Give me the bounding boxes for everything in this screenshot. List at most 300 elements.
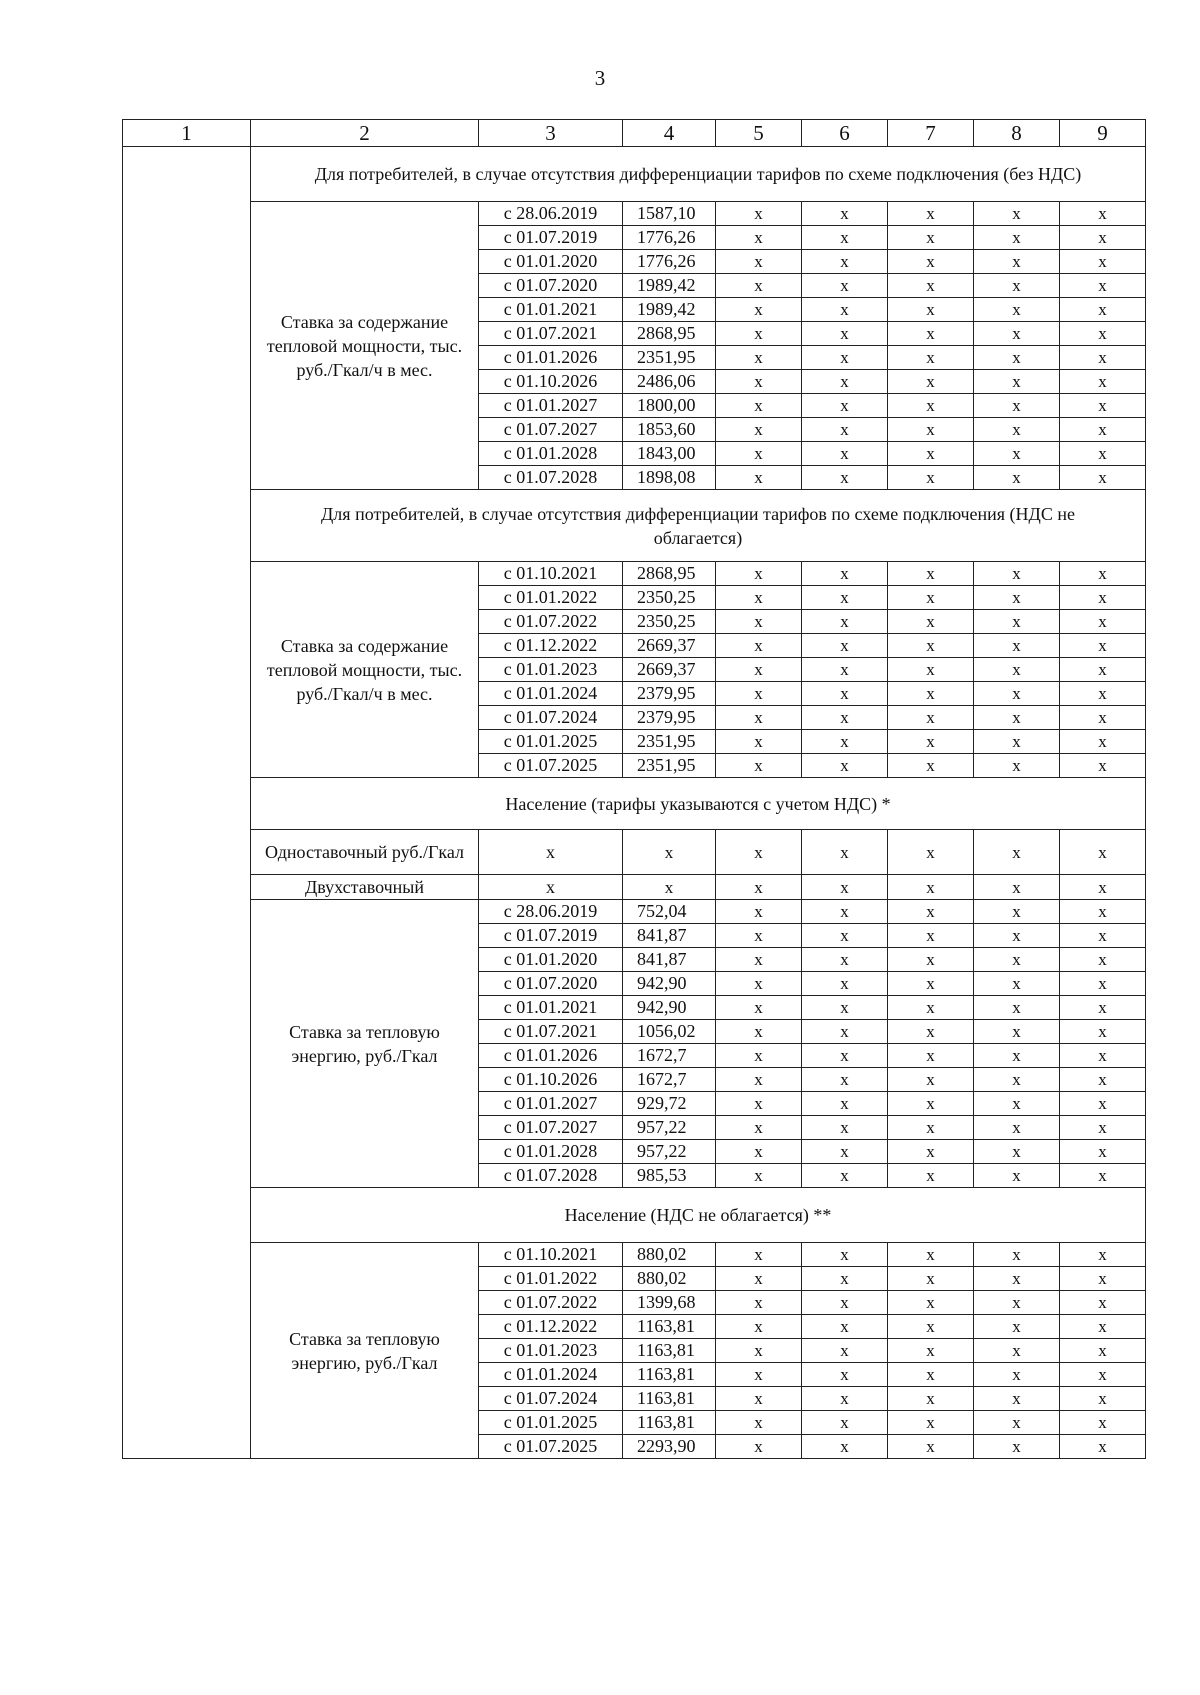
cell-col-6: x (802, 1044, 888, 1068)
cell-col-6: x (802, 900, 888, 924)
cell-col-6: x (802, 1363, 888, 1387)
cell-col-5: x (716, 586, 802, 610)
tariff-value-cell: 2350,25 (623, 586, 716, 610)
cell-col-6: x (802, 1068, 888, 1092)
cell-col-8: x (974, 1020, 1060, 1044)
cell-col-7: x (888, 1116, 974, 1140)
cell-col-6: x (802, 442, 888, 466)
effective-date-cell: с 01.01.2026 (479, 346, 623, 370)
cell-col-7: x (888, 586, 974, 610)
cell-col-5: x (716, 730, 802, 754)
tariff-value-cell: x (623, 830, 716, 875)
cell-col-6: x (802, 706, 888, 730)
cell-col-7: x (888, 1140, 974, 1164)
cell-col-9: x (1060, 634, 1146, 658)
cell-col-5: x (716, 682, 802, 706)
cell-col-7: x (888, 1044, 974, 1068)
header-cell-7: 7 (888, 120, 974, 147)
cell-col-5: x (716, 370, 802, 394)
cell-col-9: x (1060, 586, 1146, 610)
cell-col-9: x (1060, 202, 1146, 226)
cell-col-8: x (974, 298, 1060, 322)
cell-col-8: x (974, 274, 1060, 298)
cell-col-7: x (888, 202, 974, 226)
cell-col-9: x (1060, 1140, 1146, 1164)
cell-col-5: x (716, 1315, 802, 1339)
cell-col-5: x (716, 948, 802, 972)
cell-col-8: x (974, 1363, 1060, 1387)
effective-date-cell: с 28.06.2019 (479, 900, 623, 924)
cell-col-9: x (1060, 972, 1146, 996)
cell-col-8: x (974, 562, 1060, 586)
cell-col-9: x (1060, 830, 1146, 875)
cell-col-6: x (802, 1140, 888, 1164)
effective-date-cell: с 01.07.2021 (479, 322, 623, 346)
cell-col-6: x (802, 948, 888, 972)
cell-col-5: x (716, 996, 802, 1020)
cell-col-7: x (888, 634, 974, 658)
cell-col-9: x (1060, 948, 1146, 972)
cell-col-6: x (802, 1339, 888, 1363)
column-1-cell (123, 147, 251, 1459)
effective-date-cell: с 01.07.2022 (479, 610, 623, 634)
cell-col-5: x (716, 1116, 802, 1140)
cell-col-5: x (716, 466, 802, 490)
tariff-value-cell: 1898,08 (623, 466, 716, 490)
table-row (123, 202, 1146, 226)
effective-date-cell: с 01.01.2024 (479, 682, 623, 706)
effective-date-cell: с 01.07.2027 (479, 418, 623, 442)
cell-col-9: x (1060, 1116, 1146, 1140)
cell-col-9: x (1060, 900, 1146, 924)
cell-col-8: x (974, 202, 1060, 226)
effective-date-cell: с 01.07.2019 (479, 924, 623, 948)
section-title: Население (тарифы указываются с учетом НДС) * (251, 778, 1146, 830)
cell-col-7: x (888, 322, 974, 346)
cell-col-5: x (716, 1363, 802, 1387)
cell-col-6: x (802, 562, 888, 586)
effective-date-cell: с 28.06.2019 (479, 202, 623, 226)
cell-col-5: x (716, 1044, 802, 1068)
cell-col-9: x (1060, 250, 1146, 274)
tariff-value-cell: 880,02 (623, 1267, 716, 1291)
cell-col-9: x (1060, 226, 1146, 250)
cell-col-9: x (1060, 996, 1146, 1020)
cell-col-7: x (888, 274, 974, 298)
cell-col-8: x (974, 1387, 1060, 1411)
cell-col-6: x (802, 658, 888, 682)
cell-col-8: x (974, 730, 1060, 754)
cell-col-9: x (1060, 1339, 1146, 1363)
cell-col-7: x (888, 730, 974, 754)
effective-date-cell: с 01.01.2022 (479, 586, 623, 610)
cell-col-5: x (716, 1291, 802, 1315)
cell-col-6: x (802, 298, 888, 322)
tariff-value-cell: 1587,10 (623, 202, 716, 226)
cell-col-9: x (1060, 1044, 1146, 1068)
cell-col-5: x (716, 1164, 802, 1188)
cell-col-8: x (974, 972, 1060, 996)
effective-date-cell: с 01.01.2024 (479, 1363, 623, 1387)
effective-date-cell: с 01.10.2026 (479, 370, 623, 394)
cell-col-9: x (1060, 442, 1146, 466)
cell-col-7: x (888, 658, 974, 682)
cell-col-9: x (1060, 730, 1146, 754)
cell-col-7: x (888, 1387, 974, 1411)
header-cell-6: 6 (802, 120, 888, 147)
cell-col-7: x (888, 1267, 974, 1291)
effective-date-cell: с 01.01.2028 (479, 442, 623, 466)
cell-col-8: x (974, 394, 1060, 418)
effective-date-cell: с 01.07.2028 (479, 466, 623, 490)
effective-date-cell: с 01.07.2025 (479, 1435, 623, 1459)
cell-col-9: x (1060, 1435, 1146, 1459)
tariff-value-cell: 841,87 (623, 948, 716, 972)
cell-col-6: x (802, 1315, 888, 1339)
cell-col-8: x (974, 418, 1060, 442)
cell-col-5: x (716, 202, 802, 226)
cell-col-8: x (974, 706, 1060, 730)
cell-col-8: x (974, 1267, 1060, 1291)
cell-col-5: x (716, 418, 802, 442)
cell-col-7: x (888, 924, 974, 948)
effective-date-cell: с 01.07.2020 (479, 274, 623, 298)
cell-col-8: x (974, 634, 1060, 658)
cell-col-9: x (1060, 924, 1146, 948)
cell-col-5: x (716, 346, 802, 370)
cell-col-9: x (1060, 610, 1146, 634)
section-row (123, 778, 1146, 830)
cell-col-6: x (802, 1092, 888, 1116)
tariff-value-cell: 2379,95 (623, 682, 716, 706)
cell-col-7: x (888, 972, 974, 996)
cell-col-8: x (974, 466, 1060, 490)
cell-col-8: x (974, 250, 1060, 274)
row-group-label: Ставка за тепловую энергию, руб./Гкал (251, 900, 479, 1188)
tariff-value-cell: 2486,06 (623, 370, 716, 394)
row-group-label: Ставка за тепловую энергию, руб./Гкал (251, 1243, 479, 1459)
section-title: Для потребителей, в случае отсутствия дифференциации тарифов по схеме подключения (без НДС) (251, 147, 1146, 202)
cell-col-7: x (888, 830, 974, 875)
cell-col-9: x (1060, 1092, 1146, 1116)
tariff-value-cell: 1989,42 (623, 274, 716, 298)
cell-col-6: x (802, 1020, 888, 1044)
cell-col-7: x (888, 250, 974, 274)
cell-col-5: x (716, 706, 802, 730)
cell-col-6: x (802, 1411, 888, 1435)
cell-col-6: x (802, 418, 888, 442)
effective-date-cell: с 01.12.2022 (479, 634, 623, 658)
tariff-value-cell: 1672,7 (623, 1044, 716, 1068)
cell-col-6: x (802, 996, 888, 1020)
cell-col-7: x (888, 682, 974, 706)
tariff-value-cell: 1163,81 (623, 1339, 716, 1363)
cell-col-9: x (1060, 1020, 1146, 1044)
effective-date-cell: с 01.01.2021 (479, 996, 623, 1020)
cell-col-8: x (974, 1435, 1060, 1459)
tariff-value-cell: 2669,37 (623, 658, 716, 682)
tariff-value-cell: 1800,00 (623, 394, 716, 418)
tariff-value-cell: 2351,95 (623, 346, 716, 370)
cell-col-7: x (888, 466, 974, 490)
cell-col-8: x (974, 924, 1060, 948)
cell-col-8: x (974, 754, 1060, 778)
cell-col-5: x (716, 875, 802, 900)
cell-col-9: x (1060, 1315, 1146, 1339)
page-number: 3 (594, 66, 606, 90)
table-row (123, 875, 1146, 900)
cell-col-6: x (802, 1164, 888, 1188)
effective-date-cell: с 01.10.2021 (479, 1243, 623, 1267)
row-group-label: Ставка за содержание тепловой мощности, тыс. руб./Гкал/ч в мес. (251, 202, 479, 490)
cell-col-7: x (888, 1315, 974, 1339)
tariff-value-cell: 752,04 (623, 900, 716, 924)
cell-col-6: x (802, 875, 888, 900)
cell-col-8: x (974, 346, 1060, 370)
effective-date-cell: с 01.01.2021 (479, 298, 623, 322)
cell-col-6: x (802, 634, 888, 658)
row-group-label: Одноставочный руб./Гкал (251, 830, 479, 875)
tariff-value-cell: 942,90 (623, 972, 716, 996)
cell-col-7: x (888, 754, 974, 778)
cell-col-5: x (716, 972, 802, 996)
cell-col-8: x (974, 996, 1060, 1020)
cell-col-5: x (716, 754, 802, 778)
tariff-value-cell: 1776,26 (623, 226, 716, 250)
cell-col-7: x (888, 298, 974, 322)
effective-date-cell: с 01.07.2019 (479, 226, 623, 250)
header-row (123, 120, 1146, 147)
effective-date-cell: с 01.01.2027 (479, 394, 623, 418)
effective-date-cell: с 01.01.2022 (479, 1267, 623, 1291)
cell-col-7: x (888, 226, 974, 250)
cell-col-8: x (974, 1315, 1060, 1339)
effective-date-cell: с 01.01.2027 (479, 1092, 623, 1116)
effective-date-cell: с 01.07.2021 (479, 1020, 623, 1044)
cell-col-5: x (716, 1339, 802, 1363)
section-row (123, 147, 1146, 202)
tariff-value-cell: 880,02 (623, 1243, 716, 1267)
cell-col-7: x (888, 370, 974, 394)
tariff-value-cell: x (623, 875, 716, 900)
cell-col-5: x (716, 658, 802, 682)
tariff-value-cell: 2868,95 (623, 322, 716, 346)
tariff-value-cell: 1163,81 (623, 1411, 716, 1435)
cell-col-5: x (716, 394, 802, 418)
cell-col-5: x (716, 1068, 802, 1092)
cell-col-8: x (974, 1044, 1060, 1068)
cell-col-6: x (802, 250, 888, 274)
cell-col-9: x (1060, 298, 1146, 322)
cell-col-6: x (802, 586, 888, 610)
cell-col-5: x (716, 298, 802, 322)
cell-col-6: x (802, 682, 888, 706)
tariff-value-cell: 2350,25 (623, 610, 716, 634)
cell-col-8: x (974, 370, 1060, 394)
header-cell-9: 9 (1060, 120, 1146, 147)
effective-date-cell: с 01.01.2020 (479, 250, 623, 274)
tariff-value-cell: 2669,37 (623, 634, 716, 658)
cell-col-9: x (1060, 875, 1146, 900)
cell-col-8: x (974, 1411, 1060, 1435)
header-cell-5: 5 (716, 120, 802, 147)
cell-col-8: x (974, 586, 1060, 610)
cell-col-6: x (802, 226, 888, 250)
cell-col-8: x (974, 322, 1060, 346)
effective-date-cell: с 01.07.2020 (479, 972, 623, 996)
cell-col-5: x (716, 322, 802, 346)
cell-col-6: x (802, 924, 888, 948)
cell-col-5: x (716, 250, 802, 274)
cell-col-8: x (974, 1068, 1060, 1092)
cell-col-6: x (802, 1387, 888, 1411)
cell-col-5: x (716, 924, 802, 948)
table-row (123, 900, 1146, 924)
table-row (123, 562, 1146, 586)
cell-col-9: x (1060, 1291, 1146, 1315)
cell-col-9: x (1060, 418, 1146, 442)
cell-col-8: x (974, 1243, 1060, 1267)
cell-col-6: x (802, 754, 888, 778)
tariff-value-cell: 1163,81 (623, 1363, 716, 1387)
cell-col-9: x (1060, 682, 1146, 706)
cell-col-7: x (888, 996, 974, 1020)
effective-date-cell: с 01.07.2025 (479, 754, 623, 778)
cell-col-6: x (802, 730, 888, 754)
cell-col-9: x (1060, 274, 1146, 298)
effective-date-cell: с 01.01.2023 (479, 658, 623, 682)
cell-col-8: x (974, 1164, 1060, 1188)
cell-col-5: x (716, 1435, 802, 1459)
header-cell-8: 8 (974, 120, 1060, 147)
cell-col-8: x (974, 830, 1060, 875)
cell-col-6: x (802, 322, 888, 346)
tariff-value-cell: 841,87 (623, 924, 716, 948)
cell-col-6: x (802, 274, 888, 298)
cell-col-7: x (888, 346, 974, 370)
cell-col-9: x (1060, 754, 1146, 778)
cell-col-7: x (888, 1411, 974, 1435)
cell-col-9: x (1060, 1243, 1146, 1267)
tariff-value-cell: 1989,42 (623, 298, 716, 322)
row-group-label: Двухставочный (251, 875, 479, 900)
effective-date-cell: с 01.07.2024 (479, 1387, 623, 1411)
tariff-value-cell: 1853,60 (623, 418, 716, 442)
cell-col-5: x (716, 1387, 802, 1411)
cell-col-8: x (974, 1339, 1060, 1363)
effective-date-cell: с 01.07.2027 (479, 1116, 623, 1140)
effective-date-cell: с 01.01.2026 (479, 1044, 623, 1068)
header-cell-2: 2 (251, 120, 479, 147)
cell-col-5: x (716, 610, 802, 634)
cell-col-8: x (974, 1092, 1060, 1116)
effective-date-cell: с 01.01.2028 (479, 1140, 623, 1164)
cell-col-6: x (802, 466, 888, 490)
cell-col-7: x (888, 1435, 974, 1459)
cell-col-7: x (888, 1020, 974, 1044)
cell-col-9: x (1060, 466, 1146, 490)
cell-col-5: x (716, 830, 802, 875)
cell-col-8: x (974, 442, 1060, 466)
tariff-value-cell: 1843,00 (623, 442, 716, 466)
effective-date-cell: с 01.01.2025 (479, 730, 623, 754)
cell-col-9: x (1060, 562, 1146, 586)
section-title: Для потребителей, в случае отсутствия дифференциации тарифов по схеме подключения (НДС не облагается) (251, 490, 1146, 562)
cell-col-9: x (1060, 1363, 1146, 1387)
cell-col-8: x (974, 948, 1060, 972)
cell-col-5: x (716, 1411, 802, 1435)
cell-col-6: x (802, 1116, 888, 1140)
cell-col-7: x (888, 706, 974, 730)
cell-col-9: x (1060, 658, 1146, 682)
cell-col-5: x (716, 1092, 802, 1116)
cell-col-8: x (974, 658, 1060, 682)
header-cell-1: 1 (123, 120, 251, 147)
tariff-value-cell: 1672,7 (623, 1068, 716, 1092)
cell-col-6: x (802, 346, 888, 370)
cell-col-9: x (1060, 1068, 1146, 1092)
cell-col-7: x (888, 442, 974, 466)
table-row (123, 830, 1146, 875)
cell-col-5: x (716, 1243, 802, 1267)
cell-col-7: x (888, 1363, 974, 1387)
cell-col-5: x (716, 1020, 802, 1044)
cell-col-8: x (974, 610, 1060, 634)
cell-col-9: x (1060, 1411, 1146, 1435)
tariff-value-cell: 2351,95 (623, 730, 716, 754)
effective-date-cell: с 01.10.2026 (479, 1068, 623, 1092)
tariff-value-cell: 2379,95 (623, 706, 716, 730)
cell-col-5: x (716, 1140, 802, 1164)
cell-col-5: x (716, 442, 802, 466)
section-title: Население (НДС не облагается) ** (251, 1188, 1146, 1243)
cell-col-8: x (974, 1116, 1060, 1140)
effective-date-cell: с 01.01.2020 (479, 948, 623, 972)
section-row (123, 490, 1146, 562)
cell-col-7: x (888, 610, 974, 634)
tariff-value-cell: 1163,81 (623, 1315, 716, 1339)
cell-col-8: x (974, 682, 1060, 706)
cell-col-7: x (888, 418, 974, 442)
row-group-label: Ставка за содержание тепловой мощности, тыс. руб./Гкал/ч в мес. (251, 562, 479, 778)
effective-date-cell: x (479, 875, 623, 900)
effective-date-cell: с 01.01.2023 (479, 1339, 623, 1363)
cell-col-9: x (1060, 394, 1146, 418)
cell-col-7: x (888, 394, 974, 418)
effective-date-cell: с 01.12.2022 (479, 1315, 623, 1339)
cell-col-6: x (802, 1435, 888, 1459)
effective-date-cell: с 01.07.2024 (479, 706, 623, 730)
cell-col-6: x (802, 1267, 888, 1291)
cell-col-6: x (802, 610, 888, 634)
cell-col-6: x (802, 830, 888, 875)
effective-date-cell: с 01.07.2022 (479, 1291, 623, 1315)
effective-date-cell: x (479, 830, 623, 875)
tariff-value-cell: 957,22 (623, 1116, 716, 1140)
effective-date-cell: с 01.01.2025 (479, 1411, 623, 1435)
tariff-value-cell: 1399,68 (623, 1291, 716, 1315)
cell-col-6: x (802, 1291, 888, 1315)
cell-col-7: x (888, 1092, 974, 1116)
tariff-value-cell: 957,22 (623, 1140, 716, 1164)
cell-col-5: x (716, 1267, 802, 1291)
cell-col-8: x (974, 226, 1060, 250)
cell-col-7: x (888, 1068, 974, 1092)
cell-col-9: x (1060, 346, 1146, 370)
cell-col-6: x (802, 202, 888, 226)
cell-col-7: x (888, 875, 974, 900)
cell-col-8: x (974, 875, 1060, 900)
